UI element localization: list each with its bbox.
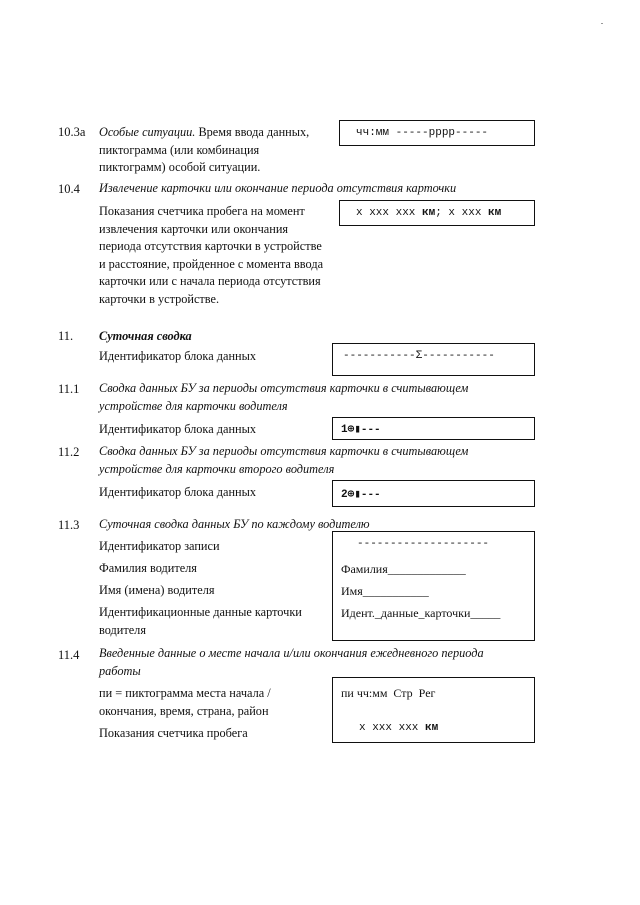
field-label: Идентификатор блока данных [99, 485, 257, 499]
scan-speck [601, 23, 603, 24]
value-box [332, 531, 535, 641]
text-line: и расстояние, пройденное с момента ввода [99, 256, 324, 271]
section-number: 11. [58, 329, 74, 343]
box-text: x xxx xxx [359, 722, 426, 734]
odometer-line [359, 722, 438, 734]
field-label: пи = пиктограмма места начала / [99, 686, 271, 700]
value-box [332, 480, 535, 507]
box-text: чч:мм -----pppp----- [356, 127, 489, 139]
value-box [339, 200, 535, 226]
section-number: 11.2 [58, 445, 80, 459]
section-number: 11.3 [58, 518, 80, 532]
section-number: 11.4 [58, 648, 80, 662]
text-line: пиктограмм) особой ситуации. [99, 160, 261, 174]
text-line: Показания счетчика пробега на момент [99, 204, 305, 218]
section-number: 11.1 [58, 382, 80, 396]
field-label: Фамилия водителя [99, 561, 197, 575]
section-title: Суточная сводка [99, 329, 192, 343]
section-title: Особые ситуации. [99, 125, 196, 139]
title-line: работы [99, 663, 141, 678]
box-text: 2⊕▮--- [341, 488, 381, 501]
section-title [99, 380, 468, 415]
field-label: Показания счетчика пробега [99, 726, 248, 740]
title-line: Введенные данные о месте начала и/или окончания ежедневного периода [99, 646, 484, 660]
box-text: -----------Σ----------- [343, 350, 495, 362]
section-title: Извлечение карточки или окончание периода отсутствия карточки [99, 181, 457, 195]
text-line: периода отсутствия карточки в устройстве [99, 239, 322, 253]
section-text [99, 203, 339, 308]
title-line: Сводка данных БУ за периоды отсутствия карточки в считывающем [99, 381, 469, 395]
box-text: ; x xxx [435, 207, 489, 219]
box-text: 1⊕▮--- [341, 423, 381, 436]
section-title: Суточная сводка данных БУ по каждому водителю [99, 517, 370, 531]
unit-km: км [488, 207, 502, 219]
title-line: Сводка данных БУ за периоды отсутствия карточки в считывающем [99, 444, 469, 458]
box-text: x xxx xxx [356, 207, 423, 219]
field-label: Идентификатор блока данных [99, 349, 257, 363]
text-line: карточки или с начала периода отсутствия [99, 274, 321, 288]
surname-field: Фамилия_____________ [341, 562, 466, 576]
unit-km: км [422, 207, 436, 219]
field-label: Имя (имена) водителя [99, 583, 215, 597]
value-box [339, 120, 535, 146]
field-label: Идентификационные данные карточки [99, 605, 302, 619]
title-line: устройстве для карточки второго водителя [99, 461, 335, 476]
name-field: Имя___________ [341, 584, 429, 598]
text-line: пиктограмма (или комбинация [99, 142, 260, 157]
value-box [332, 677, 535, 743]
record-id-dashes: -------------------- [357, 538, 490, 550]
field-label: окончания, время, страна, район [99, 704, 269, 718]
section-number: 10.3a [58, 125, 86, 139]
text-line: карточки в устройстве. [99, 291, 220, 306]
text-line: извлечения карточки или окончания [99, 221, 289, 236]
field-label: водителя [99, 623, 146, 637]
title-line: устройстве для карточки водителя [99, 398, 288, 413]
unit-km: км [425, 722, 439, 734]
card-id-field: Идент._данные_карточки_____ [341, 606, 501, 620]
section-title [99, 443, 468, 478]
field-label: Идентификатор записи [99, 539, 220, 553]
text-line: Время ввода данных, [195, 125, 310, 139]
field-label: Идентификатор блока данных [99, 422, 257, 436]
section-text [99, 124, 331, 177]
value-box [332, 343, 535, 376]
section-title [99, 645, 484, 680]
value-box [332, 417, 535, 440]
place-time-line: пи чч:мм Стр Рег [341, 686, 436, 700]
section-number: 10.4 [58, 182, 80, 196]
